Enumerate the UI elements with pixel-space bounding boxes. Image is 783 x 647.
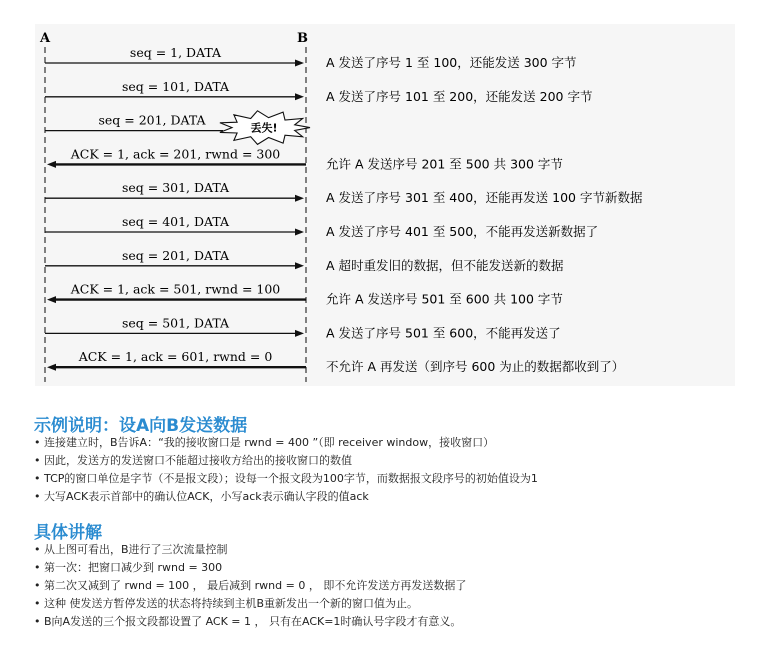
detail-bullet-text: 从上图可看出，B进行了三次流量控制 [44, 543, 228, 556]
detail-bullet: • B向A发送的三个报文段都设置了 ACK = 1 ， 只有在ACK=1时确认号字段才有意义。 [34, 615, 462, 628]
message-note: A 发送了序号 401 至 500，不能再发送新数据了 [326, 224, 599, 239]
example-bullet-text: 因此，发送方的发送窗口不能超过接收方给出的接收窗口的数值 [44, 454, 352, 467]
example-bullet: • 连接建立时，B告诉A：“我的接收窗口是 rwnd = 400 ”（即 receiver window，接收窗口） [34, 436, 495, 449]
example-bullet-text: TCP的窗口单位是字节（不是报文段）；设每一个报文段为100字节，而数据报文段序号的初始值设为1 [44, 472, 538, 485]
example-bullet: • TCP的窗口单位是字节（不是报文段）；设每一个报文段为100字节，而数据报文段序号的初始值设为1 [34, 472, 538, 485]
example-bullet-text: 大写ACK表示首部中的确认位ACK，小写ack表示确认字段的值ack [44, 490, 369, 503]
detail-bullet: • 第二次又减到了 rwnd = 100 ， 最后减到 rwnd = 0 ， 即不允许发送方再发送数据了 [34, 579, 467, 592]
message-label: ACK = 1, ack = 501, rwnd = 100 [70, 281, 281, 297]
message-label: seq = 401, DATA [121, 214, 230, 229]
lost-label: 丢失! [250, 121, 278, 135]
message-label: ACK = 1, ack = 601, rwnd = 0 [78, 349, 273, 365]
detail-bullet-text: 这种 使发送方暂停发送的状态将持续到主机B重新发出一个新的窗口值为止。 [44, 597, 419, 610]
message-label: seq = 101, DATA [121, 78, 230, 94]
host-a-label: A [40, 31, 51, 46]
message-note: A 超时重发旧的数据，但不能发送新的数据 [326, 257, 564, 273]
message-label: seq = 201, DATA [121, 247, 230, 263]
example-bullet: • 因此，发送方的发送窗口不能超过接收方给出的接收窗口的数值 [34, 454, 352, 467]
example-bullet-text: 连接建立时，B告诉A：“我的接收窗口是 rwnd = 400 ”（即 receiver window，接收窗口） [44, 436, 495, 449]
message-note: A 发送了序号 501 至 600，不能再发送了 [326, 325, 561, 341]
host-b-label: B [297, 31, 308, 46]
detail-bullet-text: 第二次又减到了 rwnd = 100 ， 最后减到 rwnd = 0 ， 即不允许发送方再发送数据了 [44, 579, 467, 592]
detail-bullet: • 第一次：把窗口减少到 rwnd = 300 [34, 561, 223, 574]
message-note: A 发送了序号 1 至 100，还能发送 300 字节 [326, 55, 577, 70]
message-note: 允许 A 发送序号 501 至 600 共 100 字节 [326, 291, 563, 307]
detail-bullet-text: 第一次：把窗口减少到 rwnd = 300 [44, 561, 223, 574]
example-title: 示例说明：设A向B发送数据 [34, 416, 248, 436]
message-note: A 发送了序号 301 至 400，还能再发送 100 字节新数据 [326, 190, 643, 206]
detail-bullet-list [34, 541, 466, 631]
example-bullet-list [34, 434, 538, 506]
message-label: seq = 501, DATA [121, 315, 230, 331]
message-note: 不允许 A 再发送（到序号 600 为止的数据都收到了） [326, 359, 625, 375]
message-label: seq = 1, DATA [129, 45, 222, 60]
detail-title: 具体讲解 [34, 523, 102, 543]
message-label: seq = 301, DATA [121, 180, 230, 196]
message-note: 允许 A 发送序号 201 至 500 共 300 字节 [326, 156, 563, 172]
message-label: seq = 201, DATA [98, 112, 206, 128]
example-bullet: • 大写ACK表示首部中的确认位ACK，小写ack表示确认字段的值ack [34, 490, 369, 503]
detail-bullet: • 这种 使发送方暂停发送的状态将持续到主机B重新发出一个新的窗口值为止。 [34, 597, 419, 610]
detail-bullet-text: B向A发送的三个报文段都设置了 ACK = 1 ， 只有在ACK=1时确认号字段才有意义。 [44, 615, 462, 628]
detail-bullet: • 从上图可看出，B进行了三次流量控制 [34, 543, 228, 556]
message-label: ACK = 1, ack = 201, rwnd = 300 [70, 146, 281, 162]
message-note: A 发送了序号 101 至 200，还能发送 200 字节 [326, 88, 593, 104]
